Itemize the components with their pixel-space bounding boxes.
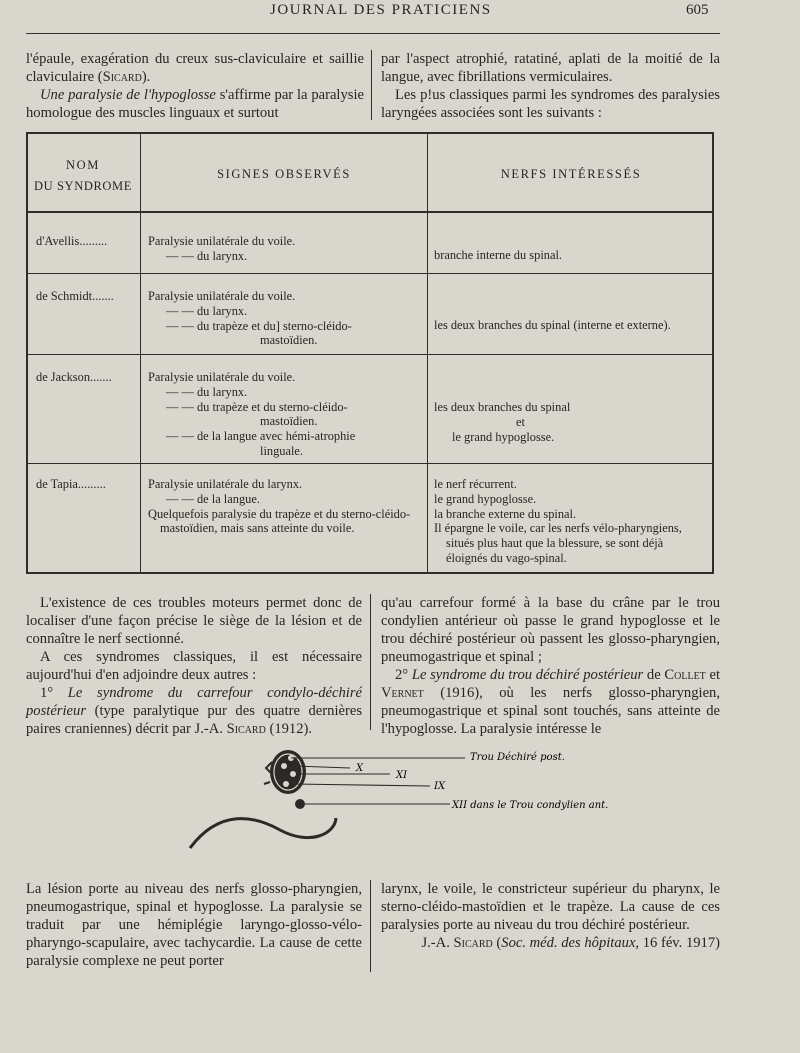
- condylar-foramen-shape: [295, 799, 305, 809]
- syndrome-name: de Schmidt.......: [36, 289, 114, 303]
- top-right-column: [381, 50, 720, 122]
- row-rule: [26, 273, 714, 274]
- column-divider: [370, 880, 371, 972]
- top-left-column: [26, 50, 364, 122]
- syndrome-name: de Jackson.......: [36, 370, 112, 384]
- mid-left-column: [26, 594, 362, 738]
- signs-cell: Paralysie unilatérale du voile. — — du larynx.: [148, 234, 296, 263]
- mid-right-column: [381, 594, 720, 738]
- row-rule: [26, 463, 714, 464]
- nerves-cell: le nerf récurrent. le grand hypoglosse. la branche externe du spinal. Il épargne le voile, car les nerfs vélo-pharyngiens, situés plus haut que la blessure, se sont déjà éloignés du vago-spinal.: [434, 477, 682, 565]
- header-name-line1: NOM: [66, 158, 100, 172]
- jugular-foramen-shape: [270, 750, 306, 794]
- table-column-rule: [140, 132, 141, 574]
- paragraph: par l'aspect atrophié, ratatiné, aplati de la moitié de la langue, avec fibrillations vermiculaires.: [381, 51, 720, 85]
- paragraph: Une paralysie de l'hypoglosse s'affirme par la paralysie homologue des muscles linguaux et surtout: [26, 87, 364, 121]
- column-divider: [370, 594, 371, 730]
- paragraph: L'existence de ces troubles moteurs permet donc de localiser d'une façon précise le siège de la lésion et de connaître le nerf sectionné.: [26, 595, 362, 647]
- bottom-left-column: [26, 880, 362, 970]
- skull-base-sketch: [160, 738, 609, 868]
- skull-outline-curve: [190, 818, 336, 848]
- header-rule: [26, 33, 720, 34]
- label-nerve-xi: XI: [396, 770, 408, 781]
- paragraph: Les p!us classiques parmi les syndromes des paralysies laryngées associées sont les suivants :: [381, 87, 720, 121]
- reference: J.-A. Sicard (Soc. méd. des hôpitaux, 16 fév. 1917): [421, 935, 720, 951]
- signs-cell: Paralysie unilatérale du voile. — — du larynx. — — du trapèze et du sterno-cléido- mastoïdien. — — de la langue avec hémi-atrophie linguale.: [148, 370, 356, 458]
- nerves-cell: branche interne du spinal.: [434, 248, 562, 262]
- header-name-line2: DU SYNDROME: [34, 179, 132, 193]
- signs-cell: Paralysie unilatérale du larynx. — — de la langue. Quelquefois paralysie du trapèze et du sterno-cléido- mastoïdien, mais sans atteinte du voile.: [148, 477, 411, 536]
- row-rule: [26, 354, 714, 355]
- syndrome-name: de Tapia.........: [36, 477, 106, 491]
- paragraph: l'épaule, exagération du creux sus-claviculaire et saillie claviculaire (Sicard).: [26, 51, 364, 85]
- label-nerve-ix: IX: [434, 781, 446, 792]
- label-trou-dechire: Trou Déchiré post.: [470, 752, 565, 763]
- paragraph: 2° Le syndrome du trou déchiré postérieur de Collet et Vernet (1916), où les nerfs glosso-pharyngien, pneumogastrique et spinal sont touchés, sans atteinte de l'hypoglosse. La paralysie intéresse le: [381, 667, 721, 737]
- journal-title: JOURNAL DES PRATICIENS: [270, 2, 492, 18]
- paragraph: 1° Le syndrome du carrefour condylo-déchiré postérieur (type paralytique pur des quatre dernières paires craniennes) décrit par J.-A. Sicard (1912).: [26, 685, 362, 737]
- label-nerve-x: X: [356, 763, 364, 774]
- nerves-cell: les deux branches du spinal (interne et externe).: [434, 318, 671, 332]
- paragraph: La lésion porte au niveau des nerfs glosso-pharyngien, pneumogastrique, spinal et hypoglosse. La paralysie se traduit par une hémiplégie laryngo-glosso-vélo-pharyngo-scapulaire, avec tachycardie. La cause de cette paralysie complexe ne peut porter: [26, 881, 362, 969]
- paragraph: A ces syndromes classiques, il est nécessaire aujourd'hui d'en adjoindre deux autres :: [26, 649, 362, 683]
- bottom-right-column: [381, 880, 720, 952]
- header-nerves: NERFS INTÉRESSÉS: [500, 167, 642, 181]
- syndrome-name: d'Avellis.........: [36, 234, 108, 248]
- column-divider: [371, 50, 372, 120]
- page-number: 605: [686, 2, 709, 18]
- header-signs: SIGNES OBSERVÉS: [217, 167, 351, 181]
- paragraph: larynx, le voile, le constricteur supérieur du pharynx, le sterno-cléido-mastoïdien et le trapèze. La cause de ces paralysies porte au niveau du trou déchiré postérieur.: [381, 881, 720, 933]
- label-nerve-xii: XII dans le Trou condylien ant.: [452, 800, 609, 811]
- nerves-cell: les deux branches du spinal et le grand hypoglosse.: [434, 400, 571, 444]
- paragraph: qu'au carrefour formé à la base du crâne par le trou condylien antérieur où passe le grand hypoglosse et le trou déchiré postérieur où passent les glosso-pharyngien, pneumogastrique et spinal ;: [381, 595, 720, 665]
- table-column-rule: [427, 132, 428, 574]
- signs-cell: Paralysie unilatérale du voile. — — du larynx. — — du trapèze et du] sterno-cléido- mastoïdien.: [148, 289, 352, 348]
- header-rule: [26, 211, 714, 213]
